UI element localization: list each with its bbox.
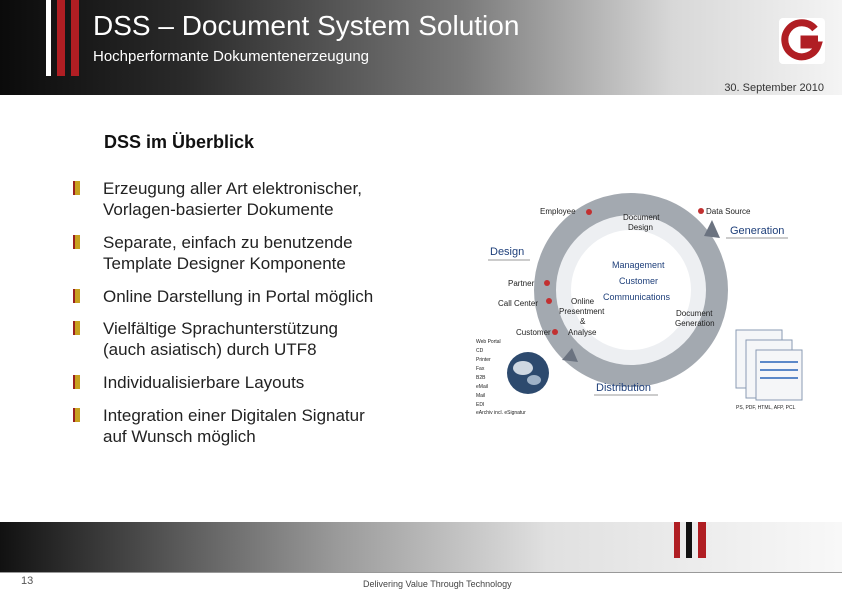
footer-divider	[0, 572, 842, 573]
label-online-4: Analyse	[568, 328, 597, 337]
channel-item: B2B	[476, 375, 486, 381]
channel-item: Printer	[476, 357, 491, 363]
label-online-3: &	[580, 317, 586, 326]
channel-item: eArchiv incl. eSignatur	[476, 410, 526, 416]
label-docgen-1: Document	[676, 309, 713, 318]
channel-item: Mail	[476, 393, 486, 399]
bullet-marker-icon	[73, 181, 80, 195]
channel-item: Web Portal	[476, 339, 501, 345]
bullet-marker-icon	[73, 321, 80, 335]
label-data-source: Data Source	[706, 207, 751, 216]
center-communications: Communications	[603, 292, 671, 302]
formats-label: PS, PDF, HTML, AFP, PCL	[736, 405, 796, 411]
page-subtitle: Hochperformante Dokumentenerzeugung	[93, 48, 369, 65]
bullet-text: Separate, einfach zu benutzende Template Designer Komponente	[103, 233, 353, 273]
bullet-marker-icon	[73, 235, 80, 249]
section-title: DSS im Überblick	[104, 132, 255, 152]
bullet-text: Vielfältige Sprachunterstützung (auch asiatisch) durch UTF8	[103, 319, 339, 359]
center-customer: Customer	[619, 276, 659, 286]
header-stripe-1	[46, 0, 51, 76]
bullet-text: Erzeugung aller Art elektronischer, Vorlagen-basierter Dokumente	[103, 179, 362, 219]
presentation-date: 30. September 2010	[724, 82, 824, 94]
footer-tagline: Delivering Value Through Technology	[363, 579, 512, 589]
phase-distribution: Distribution	[596, 382, 652, 394]
channel-item: Fax	[476, 366, 485, 372]
bullet-marker-icon	[73, 289, 80, 303]
dss-cycle-diagram	[468, 190, 813, 430]
channel-item: EDI	[476, 402, 485, 408]
channel-item: CD	[476, 348, 484, 354]
footer-band	[0, 522, 842, 572]
label-online-1: Online	[571, 297, 595, 306]
center-management: Management	[612, 260, 665, 270]
label-document-design-1: Document	[623, 213, 660, 222]
channel-item: eMail	[476, 384, 488, 390]
page-number: 13	[21, 575, 34, 587]
bullet-marker-icon	[73, 408, 80, 422]
label-customer: Customer	[516, 328, 551, 337]
page-title: DSS – Document System Solution	[93, 10, 520, 41]
header-stripe-3	[71, 0, 79, 76]
bullet-text: Online Darstellung in Portal möglich	[103, 287, 374, 306]
label-partner: Partner	[508, 279, 535, 288]
header-band	[0, 0, 842, 95]
label-document-design-2: Design	[628, 223, 653, 232]
company-logo-icon	[778, 17, 826, 65]
label-online-2: Presentment	[559, 307, 605, 316]
label-docgen-2: Generation	[675, 319, 715, 328]
bullet-text: Integration einer Digitalen Signatur auf Wunsch möglich	[103, 406, 365, 446]
footer-stripes-icon	[674, 522, 714, 558]
bullet-text: Individualisierbare Layouts	[103, 373, 305, 392]
phase-design: Design	[490, 246, 525, 258]
bullet-marker-icon	[73, 375, 80, 389]
label-employee: Employee	[540, 207, 576, 216]
phase-generation: Generation	[730, 225, 785, 237]
label-call-center: Call Center	[498, 299, 539, 308]
header-stripe-2	[57, 0, 65, 76]
